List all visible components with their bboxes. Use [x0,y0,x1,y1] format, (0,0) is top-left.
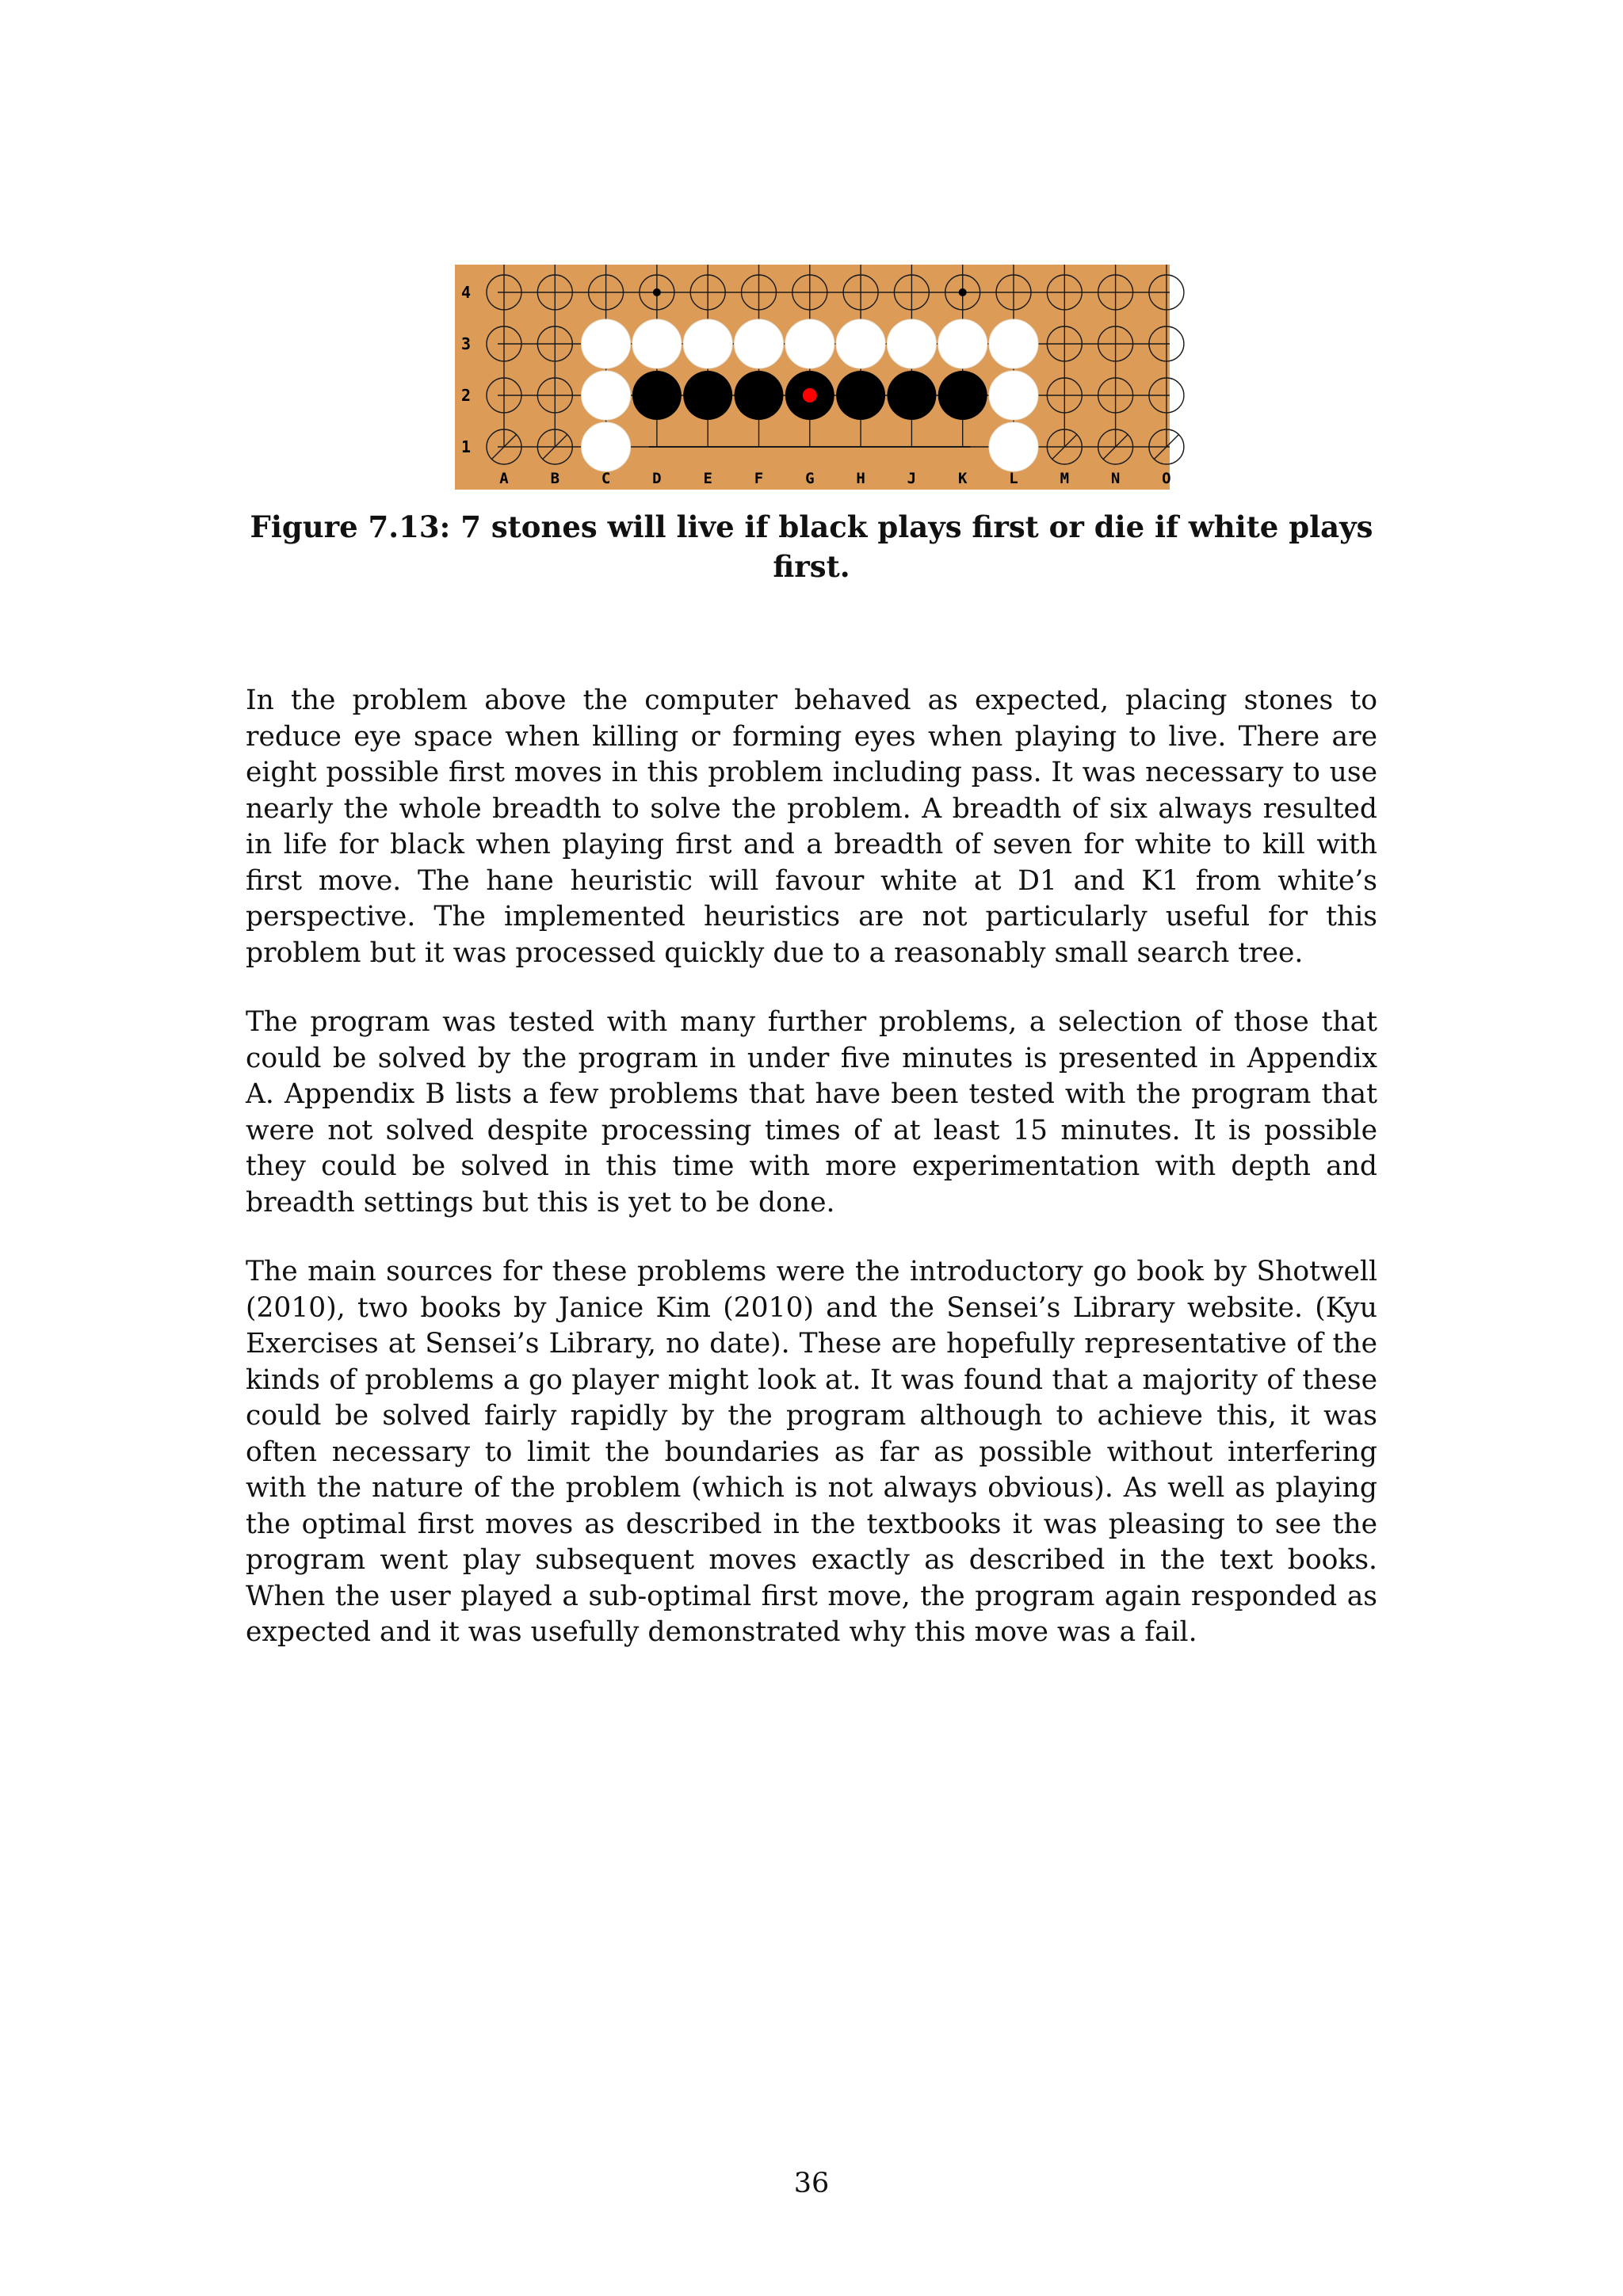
white-stone [582,371,631,420]
column-label: K [957,470,968,487]
paragraph: The program was tested with many further problems, a selection of those that could be solved by the program in under five minutes is presented in Appendix A. Appendix B lists a few problems that have been tested with the program that were not solved despite processing times of at least 15 minutes. It is possible they could be solved in this time with more experimentation with depth and breadth settings but this is yet to be done. [246,1006,1377,1219]
page-number: 36 [793,2168,830,2199]
body-text [246,683,1377,1684]
last-move-marker [803,388,817,402]
row-label: 3 [461,334,472,353]
white-stone [582,422,631,471]
column-label: O [1162,470,1171,487]
white-stone [785,319,834,368]
star-point [959,288,967,296]
column-label: D [652,470,662,487]
paragraph: In the problem above the computer behaved as expected, placing stones to reduce eye space when killing or forming eyes when playing to live. There are eight possible first moves in this problem including pass. It was necessary to use nearly the whole breadth to solve the problem. A breadth of six always resulted in life for black when playing first and a breadth of seven for white to kill with first move. The hane heuristic will favour white at D1 and K1 from white’s perspective. The implemented heuristics are not particularly useful for this problem but it was processed quickly due to a reasonably small search tree. [246,685,1377,969]
black-stone [887,371,936,420]
row-label: 1 [461,437,472,456]
white-stone [683,319,732,368]
column-label: F [754,470,764,487]
black-stone [632,371,682,420]
black-stone [836,371,885,420]
column-label: C [601,470,611,487]
white-stone [989,371,1038,420]
column-label: H [856,470,865,487]
white-stone [836,319,885,368]
column-label: B [550,470,560,487]
white-stone [582,319,631,368]
black-stone [938,371,987,420]
figure-caption: Figure 7.13: 7 stones will live if black plays first or die if white plays first. [250,509,1373,584]
white-stone [632,319,682,368]
white-stone [735,319,784,368]
row-label: 2 [461,386,472,405]
column-label: L [1009,470,1018,487]
go-board-figure [455,265,1170,490]
black-stone [683,371,732,420]
column-label: G [805,470,815,487]
paragraph: The main sources for these problems were the introductory go book by Shotwell (2010), two books by Janice Kim (2010) and the Sensei’s Library website. (Kyu Exercises at Sensei’s Library, no date). These are hopefully representative of the kinds of problems a go player might look at. It was found that a majority of these could be solved fairly rapidly by the program although to achieve this, it was often necessary to limit the boundaries as far as possible without interfering with the nature of the problem (which is not always obvious). As well as playing the optimal first moves as described in the textbooks it was pleasing to see the program went play subsequent moves exactly as described in the text books. When the user played a sub-optimal first move, the program again responded as expected and it was usefully demonstrated why this move was a fail. [246,1256,1377,1648]
row-label: 4 [461,283,472,302]
star-point [653,288,661,296]
column-label: E [703,470,712,487]
go-board [455,265,1170,490]
column-label: A [499,470,509,487]
white-stone [989,319,1038,368]
white-stone [989,422,1038,471]
column-label: N [1110,470,1121,487]
white-stone [887,319,936,368]
column-label: M [1060,470,1070,487]
black-stone [735,371,784,420]
column-label: J [907,470,917,487]
white-stone [938,319,987,368]
